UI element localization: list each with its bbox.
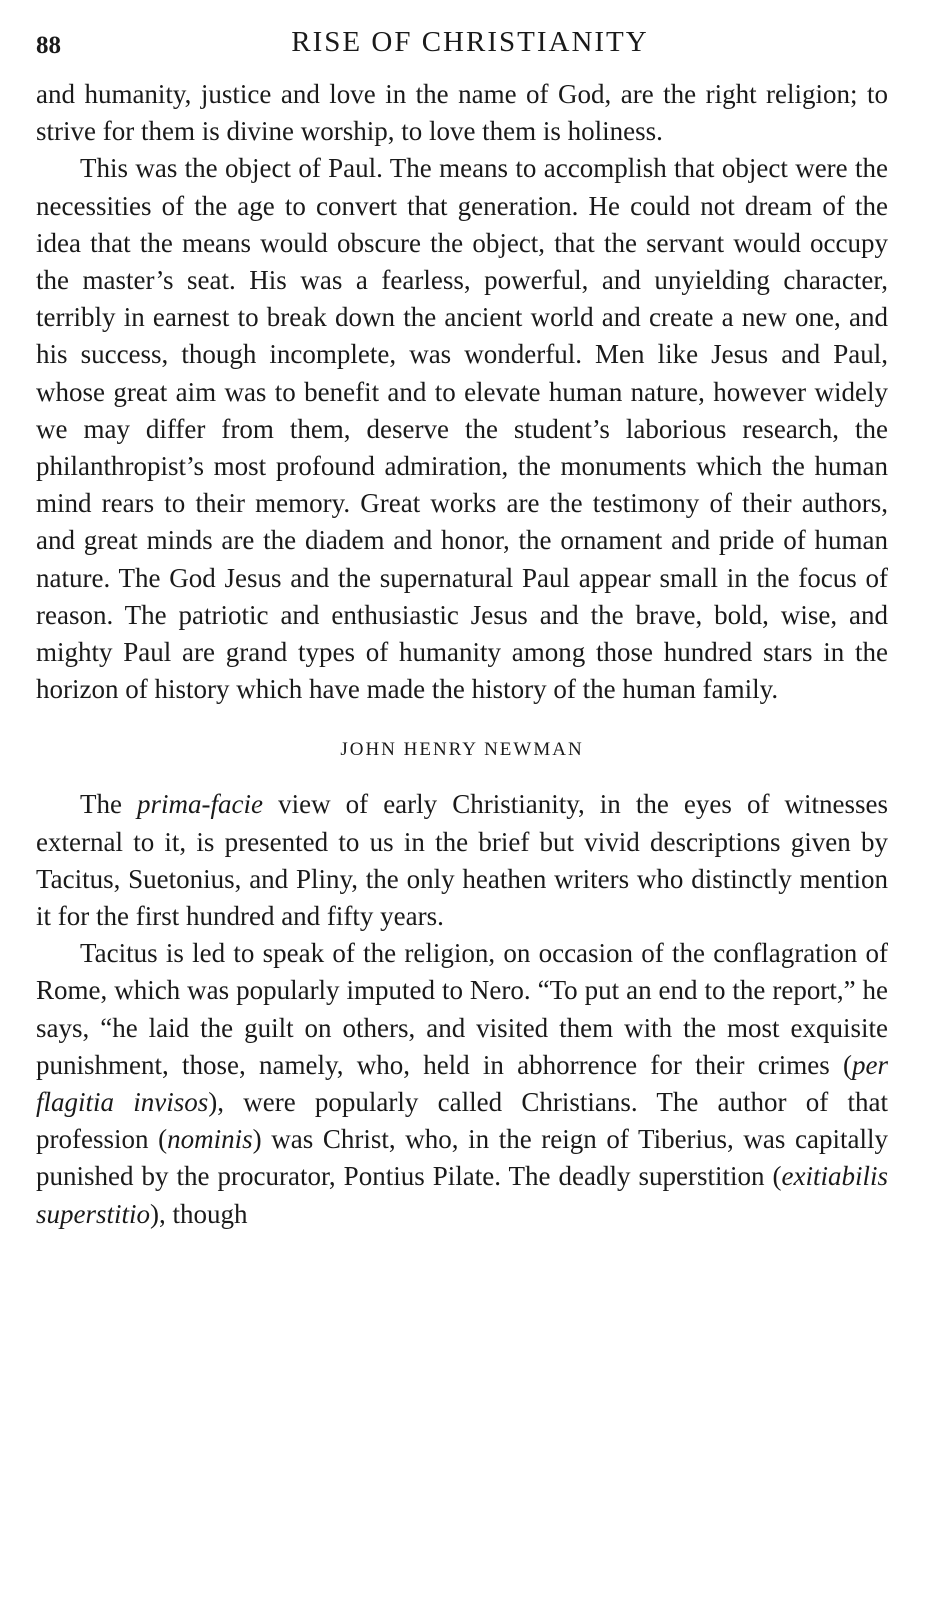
paragraph-paul: This was the object of Paul. The means to accomplish that object were the necessities of the age to convert that generation. He could not dream of the idea that the means would obscure the object, that the servant would occupy the master’s seat. His was a fearless, powerful, and unyielding character, terribly in earnest to break down the ancient world and create a new one, and his success, though incomplete, was wonderful. Men like Jesus and Paul, whose great aim was to benefit and to elevate human nature, however widely we may differ from them, deserve the student’s laborious research, the philanthropist’s most profound admiration, the monuments which the human mind rears to their memory. Great works are the testimony of their authors, and great minds are the diadem and honor, the ornament and pride of human nature. The God Jesus and the supernatural Paul appear small in the focus of reason. The patriotic and enthusiastic Jesus and the brave, bold, wise, and mighty Paul are grand types of humanity among those hundred stars in the horizon of history which have made the history of the human family. <box>36 153 888 705</box>
italic-run: prima-facie <box>137 789 264 820</box>
paragraph-tacitus <box>36 935 888 1233</box>
italic-run: exitiabilis superstitio <box>36 1161 888 1229</box>
text-run: ), were popularly called Christians. The author of that profession ( <box>36 1087 888 1155</box>
running-head <box>36 26 888 70</box>
section-heading: JOHN HENRY NEWMAN <box>340 739 584 761</box>
text-run: view of early Christianity, in the eyes of witnesses external to it, is presented to us in the brief but vivid descriptions given by Tacitus, Suetonius, and Pliny, the only heathen writers who distinctly mention it for the first hundred and fifty years. <box>36 789 888 932</box>
italic-run: per flagitia invisos <box>36 1049 888 1118</box>
italic-run: nominis <box>167 1124 253 1155</box>
paragraph-continuation: and humanity, justice and love in the name of God, are the right religion; to strive for them is divine worship, to love them is holiness. <box>36 79 888 147</box>
book-page <box>36 26 888 1233</box>
page-number: 88 <box>36 32 61 59</box>
text-run: The <box>80 789 138 820</box>
text-run: ), though <box>150 1198 248 1229</box>
paragraph-prima-facie <box>36 786 888 935</box>
text-run: ) was Christ, who, in the reign of Tiberius, was capitally punished by the procurator, Pontius Pilate. The deadly superstition ( <box>36 1124 888 1192</box>
text-run: Tacitus is led to speak of the religion, on occasion of the conflagration of Rome, which was popularly imputed to Nero. “To put an end to the report,” he says, “he laid the guilt on others, and visited them with the most exquisite punishment, those, namely, who, held in abhorrence for their crimes ( <box>36 938 888 1080</box>
running-title: RISE OF CHRISTIANITY <box>291 26 649 58</box>
